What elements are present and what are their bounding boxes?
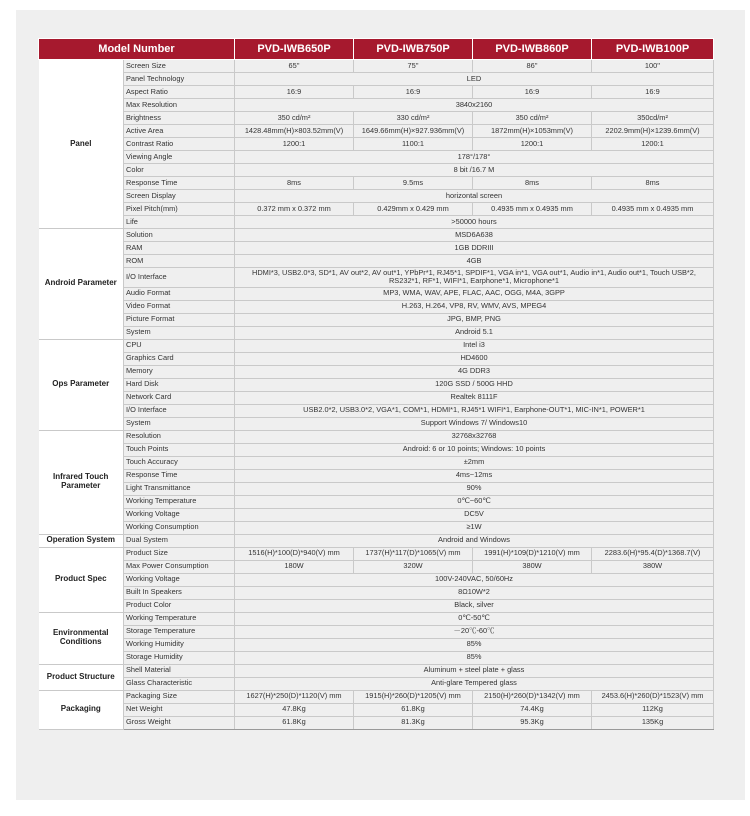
spec-value: Realtek 8111F [235,391,714,404]
parameter-label: I/O Interface [124,268,235,288]
spec-row [39,534,714,547]
parameter-label: Active Area [124,125,235,138]
spec-value: ≥1W [235,521,714,534]
parameter-label: Screen Display [124,190,235,203]
spec-value: Anti-glare Tempered glass [235,677,714,690]
parameter-label: Max Power Consumption [124,560,235,573]
spec-value: Support Windows 7/ Windows10 [235,417,714,430]
spec-value: 350 cd/m² [235,112,354,125]
parameter-label: Hard Disk [124,378,235,391]
parameter-label: ROM [124,255,235,268]
spec-row [39,586,714,599]
spec-value: 1627(H)*250(D)*1120(V) mm [235,690,354,703]
spec-value: 1872mm(H)×1053mm(V) [473,125,592,138]
spec-value: 1991(H)*109(D)*1210(V) mm [473,547,592,560]
parameter-label: Picture Format [124,313,235,326]
parameter-label: Response Time [124,469,235,482]
parameter-label: Product Size [124,547,235,560]
spec-value: 0℃-50℃ [235,612,714,625]
spec-value: 1100:1 [354,138,473,151]
category-label: Product Spec [39,547,124,612]
spec-row [39,599,714,612]
spec-value: Android and Windows [235,534,714,547]
spec-row [39,378,714,391]
spec-value: 1428.48mm(H)×803.52mm(V) [235,125,354,138]
spec-row [39,255,714,268]
spec-value: 120G SSD / 500G HHD [235,378,714,391]
parameter-label: Screen Size [124,60,235,73]
parameter-label: Shell Material [124,664,235,677]
spec-row [39,203,714,216]
spec-value: 95.3Kg [473,716,592,729]
parameter-label: Light Transmittance [124,482,235,495]
model-header: PVD-IWB750P [354,39,473,60]
spec-value: 320W [354,560,473,573]
parameter-label: Storage Temperature [124,625,235,638]
parameter-label: Panel Technology [124,73,235,86]
parameter-label: Pixel Pitch(mm) [124,203,235,216]
spec-value: 4GB [235,255,714,268]
parameter-label: Glass Characteristic [124,677,235,690]
spec-value: 1200:1 [235,138,354,151]
spec-row [39,677,714,690]
spec-value: －20℃-60℃ [235,625,714,638]
spec-value: 85% [235,651,714,664]
category-label: Environmental Conditions [39,612,124,664]
parameter-label: I/O Interface [124,404,235,417]
spec-value: 0℃~60℃ [235,495,714,508]
spec-row [39,703,714,716]
spec-value: 180W [235,560,354,573]
category-label: Operation System [39,534,124,547]
spec-row [39,417,714,430]
model-header: PVD-IWB860P [473,39,592,60]
spec-row [39,177,714,190]
spec-value: 8ms [235,177,354,190]
category-label: Panel [39,60,124,229]
spec-value: 32768x32768 [235,430,714,443]
spec-body [39,60,714,730]
parameter-label: Viewing Angle [124,151,235,164]
spec-row [39,313,714,326]
spec-value: 380W [473,560,592,573]
spec-row [39,60,714,73]
spec-value: 330 cd/m² [354,112,473,125]
spec-value: LED [235,73,714,86]
spec-row [39,469,714,482]
parameter-label: Contrast Ratio [124,138,235,151]
spec-value: 47.8Kg [235,703,354,716]
spec-value: Android 5.1 [235,326,714,339]
spec-value: Black, silver [235,599,714,612]
parameter-label: Built In Speakers [124,586,235,599]
parameter-label: Audio Format [124,287,235,300]
parameter-label: Life [124,216,235,229]
spec-value: 61.8Kg [354,703,473,716]
spec-value: 350 cd/m² [473,112,592,125]
category-label: Packaging [39,690,124,729]
spec-row [39,229,714,242]
spec-value: 0.4935 mm x 0.4935 mm [592,203,714,216]
spec-row [39,352,714,365]
spec-row [39,495,714,508]
spec-row [39,99,714,112]
spec-value: 4G DDR3 [235,365,714,378]
spec-row [39,138,714,151]
category-label: Ops Parameter [39,339,124,430]
spec-row [39,404,714,417]
spec-value: JPG, BMP, PNG [235,313,714,326]
spec-value: 2283.6(H)*95.4(D)*1368.7(V) [592,547,714,560]
spec-row [39,638,714,651]
parameter-label: Product Color [124,599,235,612]
spec-value: 81.3Kg [354,716,473,729]
spec-row [39,625,714,638]
spec-row [39,112,714,125]
spec-row [39,612,714,625]
spec-value: 4ms~12ms [235,469,714,482]
spec-value: 16:9 [354,86,473,99]
model-number-header: Model Number [39,39,235,60]
parameter-label: Working Humidity [124,638,235,651]
spec-value: 85% [235,638,714,651]
spec-value: 8Ω10W*2 [235,586,714,599]
spec-value: 0.429mm x 0.429 mm [354,203,473,216]
model-header: PVD-IWB100P [592,39,714,60]
parameter-label: Color [124,164,235,177]
spec-value: 178°/178° [235,151,714,164]
spec-value: 100'' [592,60,714,73]
parameter-label: CPU [124,339,235,352]
parameter-label: Network Card [124,391,235,404]
parameter-label: Working Temperature [124,612,235,625]
spec-value: 1200:1 [592,138,714,151]
spec-value: 112Kg [592,703,714,716]
parameter-label: RAM [124,242,235,255]
spec-row [39,151,714,164]
spec-value: 135Kg [592,716,714,729]
spec-value: 8ms [473,177,592,190]
parameter-label: Working Temperature [124,495,235,508]
spec-value: 16:9 [473,86,592,99]
spec-row [39,73,714,86]
spec-row [39,508,714,521]
spec-table [38,38,714,730]
spec-value: 0.4935 mm x 0.4935 mm [473,203,592,216]
spec-value: 1737(H)*117(D)*1065(V) mm [354,547,473,560]
parameter-label: Aspect Ratio [124,86,235,99]
spec-value: 2453.6(H)*260(D)*1523(V) mm [592,690,714,703]
parameter-label: Dual System [124,534,235,547]
parameter-label: Graphics Card [124,352,235,365]
spec-value: 1200:1 [473,138,592,151]
spec-row [39,190,714,203]
spec-row [39,690,714,703]
spec-value: 16:9 [592,86,714,99]
spec-row [39,365,714,378]
spec-value: horizontal screen [235,190,714,203]
spec-value: 2202.9mm(H)×1239.6mm(V) [592,125,714,138]
spec-value: 380W [592,560,714,573]
spec-value: DC5V [235,508,714,521]
parameter-label: Memory [124,365,235,378]
spec-row [39,443,714,456]
spec-value: 90% [235,482,714,495]
spec-value: 61.8Kg [235,716,354,729]
parameter-label: System [124,417,235,430]
header-row [39,39,714,60]
parameter-label: Response Time [124,177,235,190]
spec-row [39,164,714,177]
spec-row [39,300,714,313]
spec-row [39,482,714,495]
spec-sheet [38,38,713,730]
spec-value: 8 bit /16.7 M [235,164,714,177]
spec-value: >50000 hours [235,216,714,229]
parameter-label: Resolution [124,430,235,443]
spec-row [39,242,714,255]
spec-row [39,456,714,469]
spec-value: 0.372 mm x 0.372 mm [235,203,354,216]
category-label: Android Parameter [39,229,124,340]
parameter-label: System [124,326,235,339]
spec-row [39,125,714,138]
spec-value: 100V-240VAC, 50/60Hz [235,573,714,586]
spec-row [39,391,714,404]
spec-value: 1915(H)*260(D)*1205(V) mm [354,690,473,703]
spec-row [39,268,714,288]
spec-row [39,547,714,560]
spec-value: 9.5ms [354,177,473,190]
parameter-label: Net Weight [124,703,235,716]
spec-row [39,339,714,352]
spec-row [39,664,714,677]
spec-value: 3840x2160 [235,99,714,112]
spec-value: MSD6A638 [235,229,714,242]
parameter-label: Working Consumption [124,521,235,534]
spec-value: 65'' [235,60,354,73]
parameter-label: Storage Humidity [124,651,235,664]
spec-value: 8ms [592,177,714,190]
spec-row [39,287,714,300]
parameter-label: Working Voltage [124,573,235,586]
spec-value: 1649.66mm(H)×927.936mm(V) [354,125,473,138]
spec-value: 16:9 [235,86,354,99]
model-header: PVD-IWB650P [235,39,354,60]
spec-value: HDMI*3, USB2.0*3, SD*1, AV out*2, AV out*1, YPbPr*1, RJ45*1, SPDIF*1, VGA in*1, VGA out*1, Audio in*1, Audio out*1, Touch USB*2, RS232*1, RF*1, WIFI*1, Earphone*1, Microphone*1 [235,268,714,288]
spec-value: 1GB DDRIII [235,242,714,255]
parameter-label: Gross Weight [124,716,235,729]
spec-value: 2150(H)*260(D)*1342(V) mm [473,690,592,703]
spec-value: Intel i3 [235,339,714,352]
parameter-label: Touch Accuracy [124,456,235,469]
spec-value: HD4600 [235,352,714,365]
spec-row [39,86,714,99]
spec-value: 74.4Kg [473,703,592,716]
parameter-label: Touch Points [124,443,235,456]
spec-row [39,326,714,339]
category-label: Infrared Touch Parameter [39,430,124,534]
parameter-label: Working Voltage [124,508,235,521]
spec-row [39,573,714,586]
spec-value: MP3, WMA, WAV, APE, FLAC, AAC, OGG, M4A, 3GPP [235,287,714,300]
spec-value: 1516(H)*100(D)*940(V) mm [235,547,354,560]
spec-value: USB2.0*2, USB3.0*2, VGA*1, COM*1, HDMI*1, RJ45*1 WIFI*1, Earphone-OUT*1, MIC-IN*1, POWER*1 [235,404,714,417]
spec-value: Android: 6 or 10 points; Windows: 10 points [235,443,714,456]
spec-value: Aluminum + steel plate + glass [235,664,714,677]
parameter-label: Solution [124,229,235,242]
spec-row [39,430,714,443]
parameter-label: Video Format [124,300,235,313]
spec-row [39,521,714,534]
spec-value: 75'' [354,60,473,73]
spec-row [39,716,714,729]
spec-row [39,651,714,664]
spec-row [39,216,714,229]
category-label: Product Structure [39,664,124,690]
spec-value: 86'' [473,60,592,73]
parameter-label: Max Resolution [124,99,235,112]
spec-value: H.263, H.264, VP8, RV, WMV, AVS, MPEG4 [235,300,714,313]
parameter-label: Brightness [124,112,235,125]
parameter-label: Packaging Size [124,690,235,703]
spec-row [39,560,714,573]
spec-value: 350cd/m² [592,112,714,125]
spec-value: ±2mm [235,456,714,469]
